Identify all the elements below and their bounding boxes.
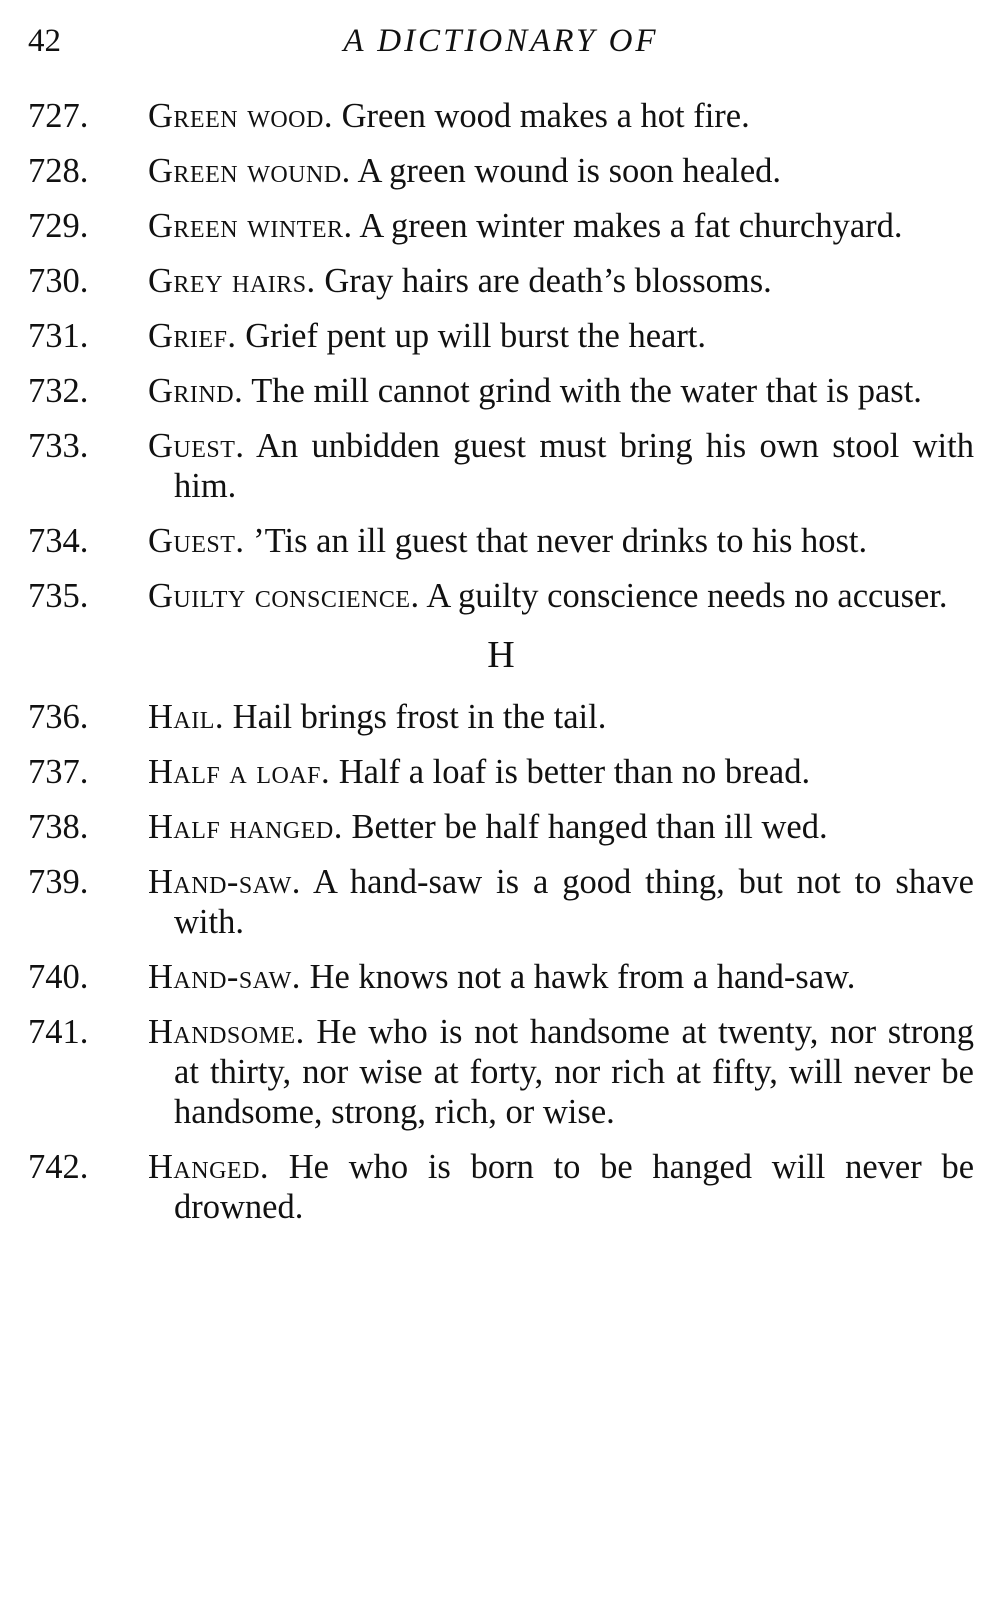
entry-body: [148, 371, 974, 411]
page-header: [28, 18, 974, 68]
entry-body: [148, 862, 974, 942]
entries-list: [28, 96, 974, 1242]
entry-text: A green wound is soon healed.: [357, 152, 782, 190]
entry-text: A hand-saw is a good thing, but not to shave with.: [174, 863, 974, 941]
entry-text: He who is not handsome at twenty, nor strong at thirty, nor wise at forty, nor rich at fifty, will never be handsome, strong, rich, or wise.: [174, 1013, 975, 1131]
entry-number: 738.: [28, 808, 89, 846]
entry-headword: Handsome.: [148, 1013, 305, 1051]
entry-text: ’Tis an ill guest that never drinks to his host.: [253, 522, 868, 560]
entry-number: 741.: [28, 1013, 89, 1051]
entry-text: Better be half hanged than ill wed.: [351, 808, 828, 846]
entry-body: [148, 521, 974, 561]
proverb-entry: [28, 206, 974, 246]
entry-headword: Grey hairs.: [148, 262, 316, 300]
entry-number: 735.: [28, 577, 89, 615]
entry-headword: Hanged.: [148, 1148, 270, 1186]
entry-text: A green winter makes a fat churchyard.: [359, 207, 903, 245]
entry-body: [148, 261, 974, 301]
entry-body: [148, 752, 974, 792]
entry-number: 734.: [28, 522, 89, 560]
entry-text: Hail brings frost in the tail.: [232, 698, 607, 736]
proverb-entry: [28, 807, 974, 847]
entry-body: [148, 576, 974, 616]
proverb-entry: [28, 697, 974, 737]
section-letter-heading: H: [487, 634, 515, 676]
proverb-entry: [28, 752, 974, 792]
proverb-entry: [28, 316, 974, 356]
entry-number: 732.: [28, 372, 89, 410]
entry-body: [148, 957, 974, 997]
entry-headword: Grief.: [148, 317, 237, 355]
proverb-entry: [28, 371, 974, 411]
entry-body: [148, 1147, 974, 1227]
entry-body: [148, 206, 974, 246]
entry-text: The mill cannot grind with the water that is past.: [251, 372, 922, 410]
page-number: 42: [28, 23, 61, 59]
entry-text: An unbidden guest must bring his own stool with him.: [174, 427, 974, 505]
entry-number: 739.: [28, 863, 89, 901]
proverb-entry: [28, 1147, 974, 1227]
entry-headword: Green winter.: [148, 207, 353, 245]
entry-text: Grief pent up will burst the heart.: [245, 317, 707, 355]
proverb-entry: [28, 261, 974, 301]
entry-headword: Half a loaf.: [148, 753, 331, 791]
entry-headword: Guest.: [148, 522, 245, 560]
entry-number: 728.: [28, 152, 89, 190]
entry-body: [148, 316, 974, 356]
entry-headword: Hail.: [148, 698, 225, 736]
entry-headword: Guest.: [148, 427, 245, 465]
entry-number: 740.: [28, 958, 89, 996]
entry-body: [148, 1012, 974, 1132]
entry-headword: Hand-saw.: [148, 958, 301, 996]
entry-text: Gray hairs are death’s blossoms.: [324, 262, 772, 300]
entry-body: [148, 697, 974, 737]
entry-number: 742.: [28, 1148, 89, 1186]
entry-text: A guilty conscience needs no accuser.: [426, 577, 948, 615]
entry-headword: Green wood.: [148, 97, 333, 135]
entry-text: He who is born to be hanged will never be drowned.: [174, 1148, 975, 1226]
entry-body: [148, 807, 974, 847]
running-title: A DICTIONARY OF: [343, 23, 659, 59]
entry-text: Half a loaf is better than no bread.: [338, 753, 811, 791]
proverb-entry: [28, 151, 974, 191]
proverb-entry: [28, 957, 974, 997]
entry-number: 729.: [28, 207, 89, 245]
entry-number: 730.: [28, 262, 89, 300]
entry-number: 727.: [28, 97, 89, 135]
entry-headword: Guilty conscience.: [148, 577, 420, 615]
entry-headword: Half hanged.: [148, 808, 343, 846]
proverb-entry: [28, 521, 974, 561]
entry-number: 736.: [28, 698, 89, 736]
proverb-entry: [28, 96, 974, 136]
entry-headword: Hand-saw.: [148, 863, 301, 901]
entry-number: 733.: [28, 427, 89, 465]
proverb-entry: [28, 1012, 974, 1132]
entry-body: [148, 426, 974, 506]
entry-number: 737.: [28, 753, 89, 791]
entry-text: Green wood makes a hot fire.: [341, 97, 750, 135]
entry-body: [148, 151, 974, 191]
entry-text: He knows not a hawk from a hand-saw.: [309, 958, 856, 996]
entry-number: 731.: [28, 317, 89, 355]
entry-body: [148, 96, 974, 136]
proverb-entry: [28, 426, 974, 506]
entry-headword: Green wound.: [148, 152, 351, 190]
entry-headword: Grind.: [148, 372, 244, 410]
proverb-entry: [28, 862, 974, 942]
proverb-entry: [28, 576, 974, 616]
